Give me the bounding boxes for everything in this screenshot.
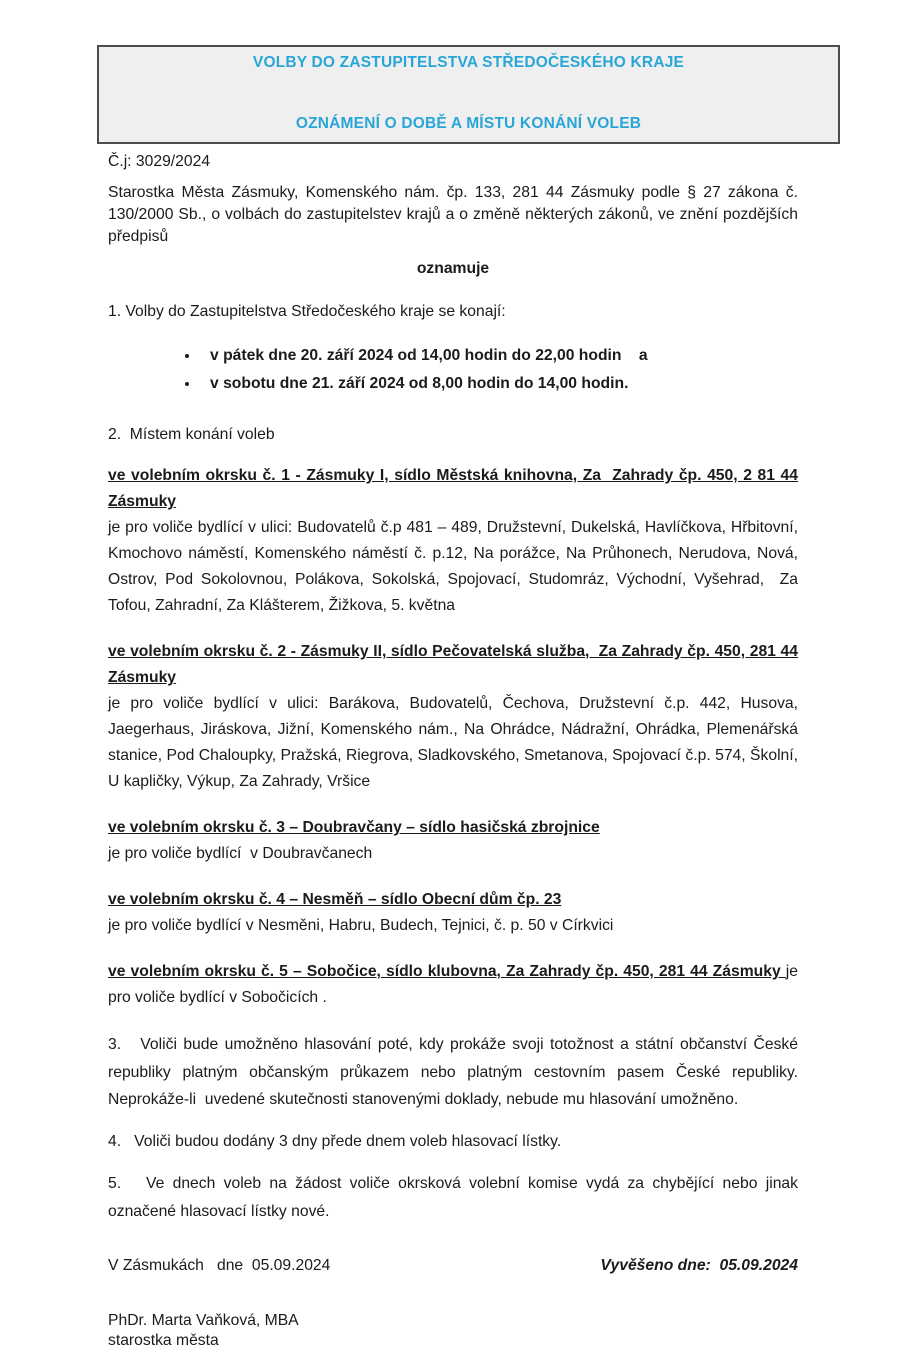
document-page: [0, 45, 900, 1349]
district-1: [108, 463, 798, 619]
district-4-title: ve volebním okrsku č. 4 – Nesměň – sídlo Obecní dům čp. 23: [108, 891, 562, 908]
district-4: [108, 887, 798, 939]
document-title: VOLBY DO ZASTUPITELSTVA STŘEDOČESKÉHO KRAJE: [252, 54, 685, 71]
section1-heading: 1. Volby do Zastupitelstva Středočeského kraje se konají:: [108, 303, 506, 320]
district-1-streets: je pro voliče bydlící v ulici: Budovatelů č.p 481 – 489, Družstevní, Dukelská, Havlíčkova, Hřbitovní, Kmochovo náměstí, Komenského náměstí č. p.12, Na porážce, Na Průhonech, Nerudova, Nová, Ostrov, Pod Sokolovnou, Polákova, Sokolská, Spojovací, Studomráz, Východní, Vyšehrad, Za Tofou, Zahradní, Za Klášterem, Žižkova, 5. května: [108, 519, 798, 614]
district-1-title: ve volebním okrsku č. 1 - Zásmuky I, sídlo Městská knihovna, Za Zahrady čp. 450, 2 81 44 Zásmuky: [108, 467, 798, 510]
section2-heading: 2. Místem konání voleb: [108, 426, 275, 443]
intro-paragraph: Starostka Města Zásmuky, Komenského nám. čp. 133, 281 44 Zásmuky podle § 27 zákona č. 130/2000 Sb., o volbách do zastupitelstev krajů a o změně některých zákonů, ve znění pozdějších předpisů: [108, 184, 798, 245]
section5-paragraph: 5. Ve dnech voleb na žádost voliče okrsková volební komise vydá za chybějící nebo jinak označené hlasovací lístky nové.: [108, 1175, 798, 1220]
announcement-word: oznamuje: [416, 260, 490, 277]
district-5-title: ve volebním okrsku č. 5 – Sobočice, sídlo klubovna, Za Zahrady čp. 450, 281 44 Zásmuky: [108, 963, 786, 980]
districts: [108, 463, 798, 1011]
district-4-streets: je pro voliče bydlící v Nesměni, Habru, Budech, Tejnici, č. p. 50 v Církvici: [108, 917, 614, 934]
district-5-streets: je pro voliče bydlící v Sobočicích .: [108, 963, 798, 1006]
district-3: [108, 815, 798, 867]
district-3-title: ve volebním okrsku č. 3 – Doubravčany – sídlo hasičská zbrojnice: [108, 819, 600, 836]
district-5-paragraph: [108, 959, 798, 1011]
district-2-streets: je pro voliče bydlící v ulici: Barákova, Budovatelů, Čechova, Družstevní č.p. 442, Husova, Jaegerhaus, Jiráskova, Jižní, Komenského nám., Na Ohrádce, Nádražní, Ohrádka, Plemenářská stanice, Pod Chaloupky, Pražská, Riegrova, Sladkovského, Smetanova, Spojovací č.p. 574, Školní, U kapličky, Výkup, Za Zahrady, Vršice: [108, 695, 798, 790]
list-item: • v pátek dne 20. září 2024 od 14,00 hodin do 22,00 hodin a: [200, 342, 798, 370]
district-2-title: ve volebním okrsku č. 2 - Zásmuky II, sídlo Pečovatelská služba, Za Zahrady čp. 450, 281 44 Zásmuky: [108, 643, 798, 686]
election-times-list: [108, 342, 798, 397]
section4-paragraph: 4. Voliči budou dodány 3 dny přede dnem voleb hlasovací lístky.: [108, 1132, 562, 1150]
section3-paragraph: 3. Voliči bude umožněno hlasování poté, kdy prokáže svoji totožnost a státní občanství České republiky platným občanským průkazem nebo platným cestovním pasem České republiky. Neprokáže-li uvedené skutečnosti stanovenými doklady, nebude mu hlasování umožněno.: [108, 1036, 798, 1108]
header-box: [97, 45, 840, 144]
document-body: [108, 151, 798, 1351]
list-item: • v sobotu dne 21. září 2024 od 8,00 hodin do 14,00 hodin.: [200, 370, 798, 398]
posted-date: Vyvěšeno dne: 05.09.2024: [600, 1257, 798, 1274]
district-5: [108, 959, 798, 1011]
place-and-date: V Zásmukách dne 05.09.2024: [108, 1257, 331, 1274]
date-line: [108, 1255, 798, 1277]
signature-block: [108, 1311, 798, 1351]
district-2: [108, 639, 798, 795]
document-subtitle: OZNÁMENÍ O DOBĚ A MÍSTU KONÁNÍ VOLEB: [295, 115, 642, 132]
district-3-streets: je pro voliče bydlící v Doubravčanech: [108, 845, 373, 862]
reference-number: Č.j: 3029/2024: [108, 153, 211, 170]
signer-title: starostka města: [108, 1332, 219, 1349]
signer-name: PhDr. Marta Vaňková, MBA: [108, 1312, 299, 1329]
